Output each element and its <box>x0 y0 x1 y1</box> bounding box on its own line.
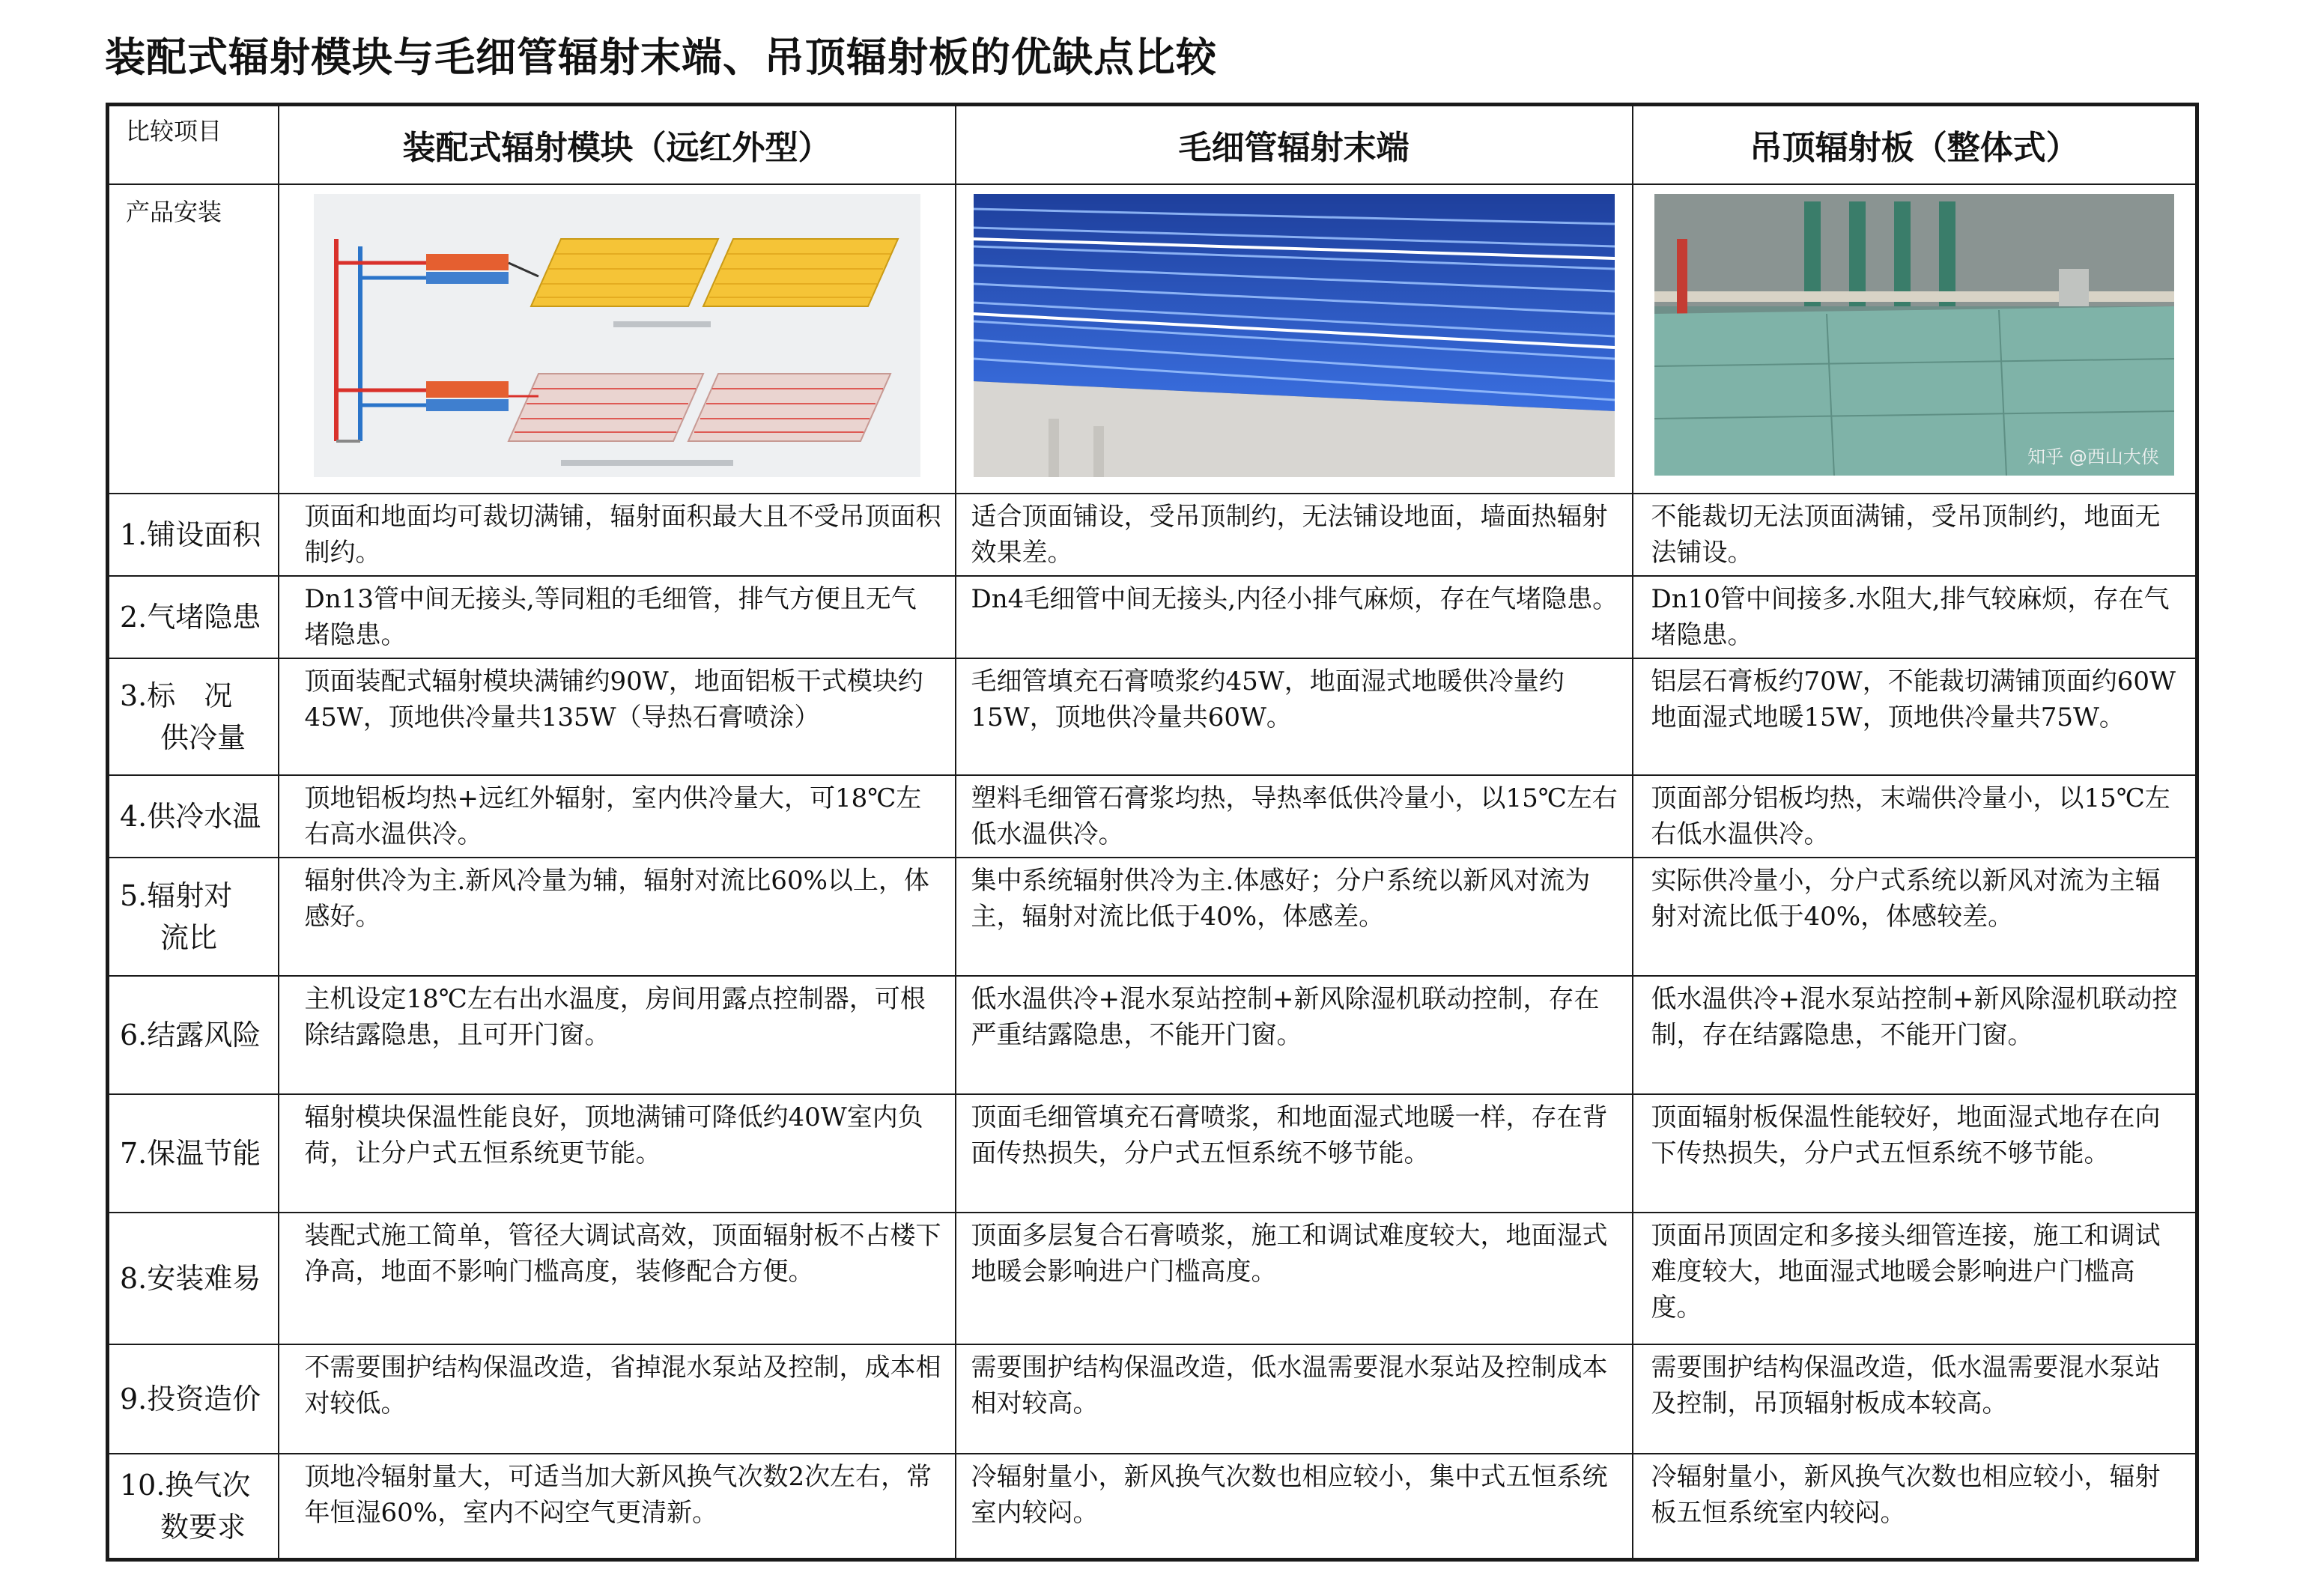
cell-ceiling-panel: 顶面部分铝板均热，末端供冷量小，以15℃左右低水温供冷。 <box>1633 775 2197 858</box>
header-col-capillary: 毛细管辐射末端 <box>956 105 1633 184</box>
ceiling-panel-photo <box>1654 194 2174 476</box>
table-row <box>108 658 2197 775</box>
cell-capillary: 需要围护结构保温改造，低水温需要混水泵站及控制成本相对较高。 <box>956 1344 1633 1454</box>
comparison-table <box>106 103 2199 1562</box>
table-row <box>108 858 2197 976</box>
cell-assembled-module: 顶地冷辐射量大，可适当加大新风换气次数2次左右，常年恒湿60%，室内不闷空气更清新。 <box>279 1454 956 1560</box>
cell-capillary: Dn4毛细管中间无接头,内径小排气麻烦，存在气堵隐患。 <box>956 576 1633 658</box>
row-label: 3.标 况 供冷量 <box>108 658 279 775</box>
capillary-photo <box>974 194 1615 477</box>
cell-ceiling-panel: 顶面吊顶固定和多接头细管连接，施工和调试难度较大，地面湿式地暖会影响进户门槛高度。 <box>1633 1213 2197 1344</box>
cell-ceiling-panel: 低水温供冷+混水泵站控制+新风除湿机联动控制，存在结露隐患，不能开门窗。 <box>1633 976 2197 1094</box>
table-header-row <box>108 105 2197 184</box>
manifold-icon <box>426 254 509 284</box>
table-row <box>108 1344 2197 1454</box>
radiant-module-diagram <box>314 194 920 477</box>
header-col-ceiling-panel: 吊顶辐射板（整体式） <box>1633 105 2197 184</box>
cell-assembled-module: Dn13管中间无接头,等同粗的毛细管，排气方便且无气堵隐患。 <box>279 576 956 658</box>
table-row <box>108 1094 2197 1213</box>
row-label: 8.安装难易 <box>108 1213 279 1344</box>
row-label: 6.结露风险 <box>108 976 279 1094</box>
cell-capillary: 顶面多层复合石膏喷浆，施工和调试难度较大，地面湿式地暖会影响进户门槛高度。 <box>956 1213 1633 1344</box>
row-label: 5.辐射对 流比 <box>108 858 279 976</box>
cell-capillary: 集中系统辐射供冷为主.体感好；分户系统以新风对流为主，辐射对流比低于40%，体感差。 <box>956 858 1633 976</box>
table-row <box>108 494 2197 576</box>
cell-ceiling-panel: 顶面辐射板保温性能较好，地面湿式地存在向下传热损失，分户式五恒系统不够节能。 <box>1633 1094 2197 1213</box>
table-row-install <box>108 184 2197 494</box>
header-col-assembled-module: 装配式辐射模块（远红外型） <box>279 105 956 184</box>
cell-assembled-module: 辐射模块保温性能良好，顶地满铺可降低约40W室内负荷，让分户式五恒系统更节能。 <box>279 1094 956 1213</box>
cell-ceiling-panel: Dn10管中间接多.水阻大,排气较麻烦，存在气堵隐患。 <box>1633 576 2197 658</box>
table-row <box>108 775 2197 858</box>
install-photo-ceiling-cell <box>1633 184 2197 494</box>
cell-ceiling-panel: 实际供冷量小，分户式系统以新风对流为主辐射对流比低于40%，体感较差。 <box>1633 858 2197 976</box>
table-row <box>108 1213 2197 1344</box>
table-row <box>108 1454 2197 1560</box>
cell-assembled-module: 装配式施工简单，管径大调试高效，顶面辐射板不占楼下净高，地面不影响门槛高度，装修配合方便。 <box>279 1213 956 1344</box>
cell-ceiling-panel: 冷辐射量小，新风换气次数也相应较小，辐射板五恒系统室内较闷。 <box>1633 1454 2197 1560</box>
install-diagram-cell <box>279 184 956 494</box>
cell-capillary: 顶面毛细管填充石膏喷浆，和地面湿式地暖一样，存在背面传热损失，分户式五恒系统不够节能。 <box>956 1094 1633 1213</box>
row-label: 10.换气次 数要求 <box>108 1454 279 1560</box>
document-title: 装配式辐射模块与毛细管辐射末端、吊顶辐射板的优缺点比较 <box>105 34 1217 81</box>
cell-assembled-module: 不需要围护结构保温改造，省掉混水泵站及控制，成本相对较低。 <box>279 1344 956 1454</box>
cell-capillary: 塑料毛细管石膏浆均热，导热率低供冷量小，以15℃左右低水温供冷。 <box>956 775 1633 858</box>
install-photo-capillary-cell <box>956 184 1633 494</box>
header-compare-item: 比较项目 <box>108 105 279 184</box>
row-label: 1.铺设面积 <box>108 494 279 576</box>
table-row <box>108 576 2197 658</box>
cell-capillary: 冷辐射量小，新风换气次数也相应较小，集中式五恒系统室内较闷。 <box>956 1454 1633 1560</box>
cell-capillary: 低水温供冷+混水泵站控制+新风除湿机联动控制，存在严重结露隐患，不能开门窗。 <box>956 976 1633 1094</box>
cell-ceiling-panel: 需要围护结构保温改造，低水温需要混水泵站及控制，吊顶辐射板成本较高。 <box>1633 1344 2197 1454</box>
row-label: 2.气堵隐患 <box>108 576 279 658</box>
cell-assembled-module: 主机设定18℃左右出水温度，房间用露点控制器，可根除结露隐患，且可开门窗。 <box>279 976 956 1094</box>
table-row <box>108 976 2197 1094</box>
cell-ceiling-panel: 铝层石膏板约70W，不能裁切满铺顶面约60W地面湿式地暖15W，顶地供冷量共75W。 <box>1633 658 2197 775</box>
cell-assembled-module: 顶地铝板均热+远红外辐射，室内供冷量大，可18℃左右高水温供冷。 <box>279 775 956 858</box>
cell-capillary: 适合顶面铺设，受吊顶制约，无法铺设地面，墙面热辐射效果差。 <box>956 494 1633 576</box>
cell-ceiling-panel: 不能裁切无法顶面满铺，受吊顶制约，地面无法铺设。 <box>1633 494 2197 576</box>
cell-capillary: 毛细管填充石膏喷浆约45W，地面湿式地暖供冷量约15W，顶地供冷量共60W。 <box>956 658 1633 775</box>
row-label: 4.供冷水温 <box>108 775 279 858</box>
cell-assembled-module: 顶面装配式辐射模块满铺约90W，地面铝板干式模块约45W，顶地供冷量共135W（导热石膏喷涂） <box>279 658 956 775</box>
row-label: 产品安装 <box>108 184 279 494</box>
cell-assembled-module: 辐射供冷为主.新风冷量为辅，辐射对流比60%以上，体感好。 <box>279 858 956 976</box>
row-label: 7.保温节能 <box>108 1094 279 1213</box>
cell-assembled-module: 顶面和地面均可裁切满铺，辐射面积最大且不受吊顶面积制约。 <box>279 494 956 576</box>
row-label: 9.投资造价 <box>108 1344 279 1454</box>
photo-watermark: 知乎 @西山大侠 <box>2027 446 2159 467</box>
